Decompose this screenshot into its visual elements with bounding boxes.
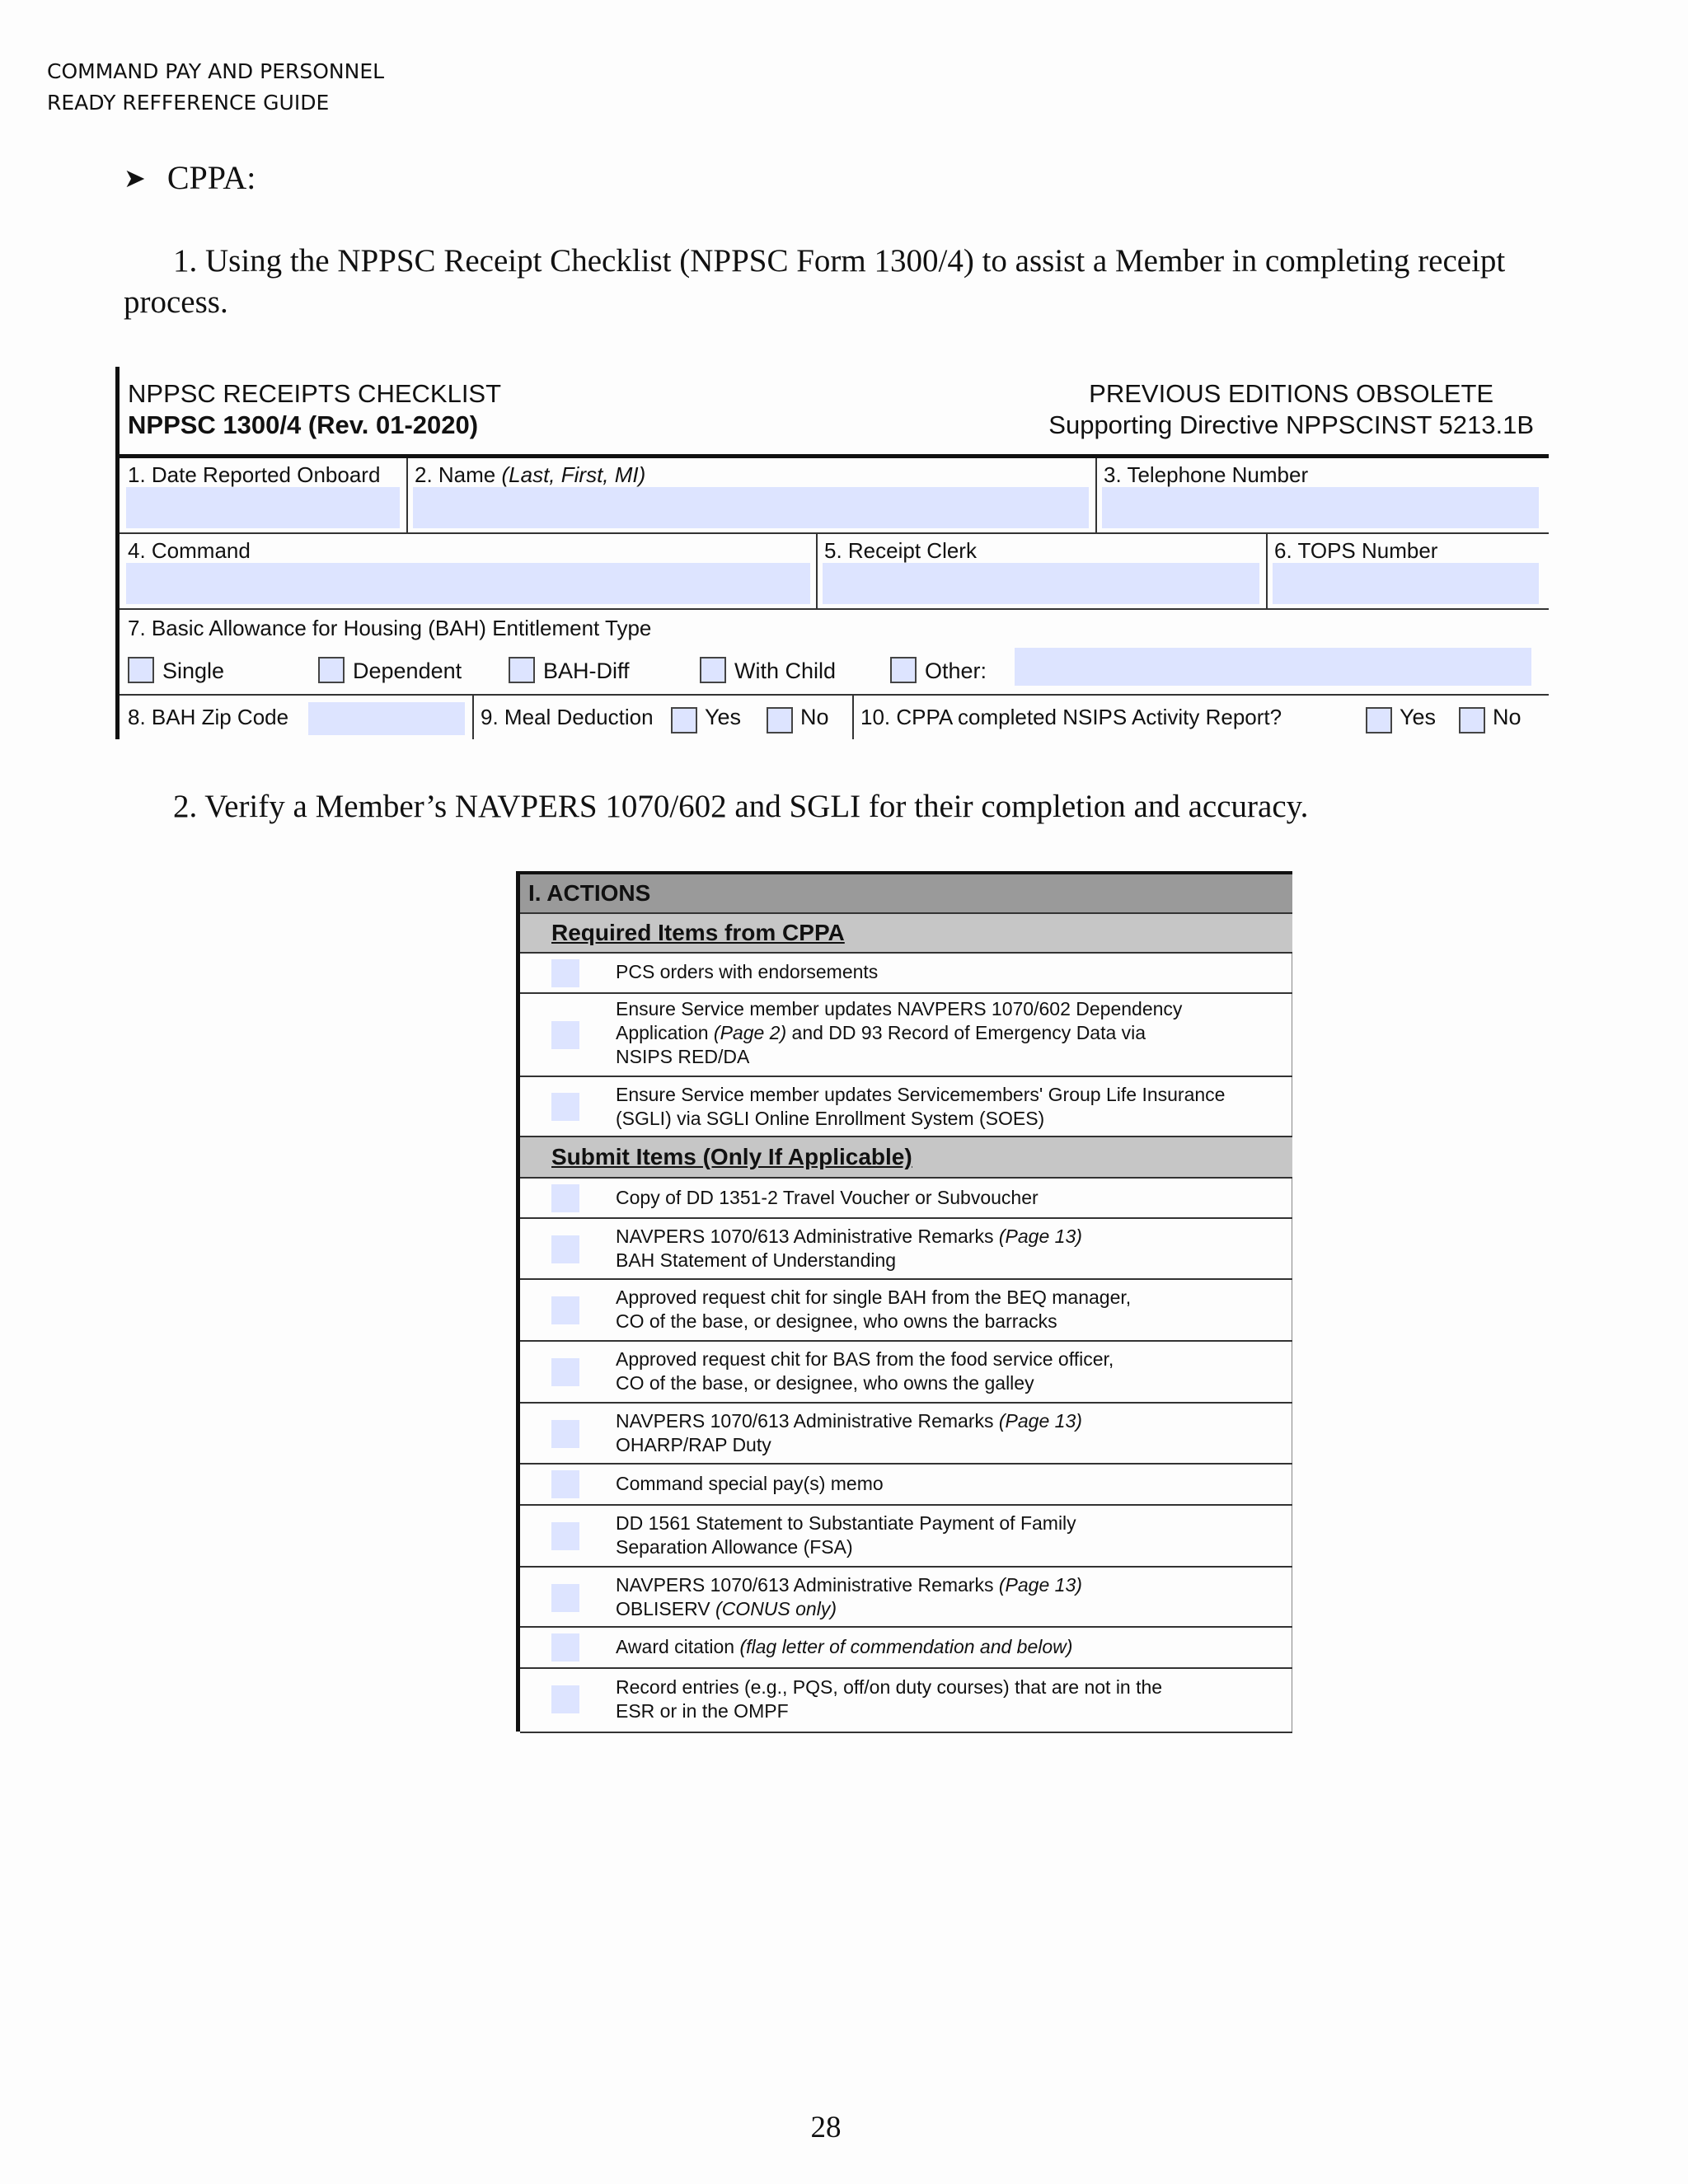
item-text: Ensure Service member updates NAVPERS 1070/602 Dependency Application (Page 2) and DD 93 Record of Emergency Data via NSIPS RED/DA [616, 998, 1183, 1067]
bah-diff-checkbox[interactable] [509, 657, 535, 683]
divider [852, 696, 854, 739]
with-child-checkbox[interactable] [700, 657, 726, 683]
meal-no-label: No [800, 705, 829, 729]
list-item [520, 1217, 1292, 1278]
page-number: 28 [810, 2111, 842, 2144]
step-1-line-1: 1. Using the NPPSC Receipt Checklist (NPPSC Form 1300/4) to assist a Member in completing receipt [173, 243, 1506, 279]
item-checkbox[interactable] [551, 1021, 579, 1049]
dependent-checkbox[interactable] [318, 657, 345, 683]
item-text: DD 1561 Statement to Substantiate Payment of Family Separation Allowance (FSA) [616, 1512, 1076, 1558]
item-checkbox[interactable] [551, 1584, 579, 1612]
directive-text: Supporting Directive NPPSCINST 5213.1B [1048, 410, 1534, 439]
item-text: PCS orders with endorsements [616, 961, 879, 982]
name-label: 2. Name (Last, First, MI) [415, 462, 646, 487]
date-reported-field[interactable] [126, 487, 400, 528]
item-text: Approved request chit for single BAH from the BEQ manager, CO of the base, or designee, who owns the barracks [616, 1286, 1132, 1332]
item-checkbox[interactable] [551, 1296, 579, 1324]
nsips-yes-label: Yes [1400, 705, 1437, 729]
receipt-clerk-label: 5. Receipt Clerk [824, 538, 977, 563]
item-checkbox[interactable] [551, 1235, 579, 1263]
item-checkbox[interactable] [551, 1358, 579, 1386]
divider [406, 458, 408, 532]
other-checkbox[interactable] [890, 657, 917, 683]
row-line [120, 694, 1549, 696]
bah-type-label: 7. Basic Allowance for Housing (BAH) Entitlement Type [128, 616, 652, 640]
section-heading [124, 158, 256, 197]
item-checkbox[interactable] [551, 1633, 579, 1661]
meal-deduction-label: 9. Meal Deduction [481, 705, 654, 729]
list-item [520, 1278, 1292, 1340]
item-checkbox[interactable] [551, 1685, 579, 1713]
list-item [520, 1504, 1292, 1566]
form-title: NPPSC RECEIPTS CHECKLIST [128, 379, 502, 408]
item-text: NAVPERS 1070/613 Administrative Remarks (Page 13) OBLISERV (CONUS only) [616, 1574, 1082, 1619]
step-2-text: 2. Verify a Member’s NAVPERS 1070/602 and SGLI for their completion and accuracy. [173, 789, 1309, 824]
tops-number-field[interactable] [1273, 563, 1539, 604]
item-text: NAVPERS 1070/613 Administrative Remarks (Page 13) OHARP/RAP Duty [616, 1410, 1082, 1455]
step-1-line-2: process. [124, 284, 228, 320]
bah-zip-label: 8. BAH Zip Code [128, 705, 289, 729]
receipts-checklist-form [115, 367, 1549, 739]
header-line-1: COMMAND PAY AND PERSONNEL [47, 59, 385, 83]
nsips-no-checkbox[interactable] [1459, 707, 1485, 733]
nsips-yes-checkbox[interactable] [1366, 707, 1392, 733]
other-field[interactable] [1015, 648, 1531, 686]
list-item [520, 1566, 1292, 1626]
submit-items-heading: Submit Items (Only If Applicable) [520, 1136, 1292, 1177]
list-item [520, 1626, 1292, 1667]
item-text: Record entries (e.g., PQS, off/on duty courses) that are not in the ESR or in the OMPF [616, 1676, 1163, 1722]
bah-zip-field[interactable] [308, 702, 465, 735]
command-label: 4. Command [128, 538, 251, 563]
actions-checklist [516, 871, 1292, 1732]
item-text: Approved request chit for BAS from the food service officer, CO of the base, or designee, who owns the galley [616, 1348, 1114, 1394]
name-field[interactable] [413, 487, 1089, 528]
item-text: Ensure Service member updates Servicemembers' Group Life Insurance (SGLI) via SGLI Online Enrollment System (SOES) [616, 1084, 1226, 1129]
obsolete-notice: PREVIOUS EDITIONS OBSOLETE [1089, 379, 1494, 408]
item-text: Copy of DD 1351-2 Travel Voucher or Subvoucher [616, 1187, 1039, 1208]
bah-diff-label: BAH-Diff [543, 658, 630, 683]
form-directive-block [1048, 378, 1534, 441]
receipt-clerk-field[interactable] [823, 563, 1259, 604]
divider [816, 534, 818, 608]
list-item [520, 1667, 1292, 1732]
step-1-text [124, 241, 1558, 323]
meal-yes-label: Yes [705, 705, 742, 729]
dependent-label: Dependent [353, 658, 462, 683]
section-title: CPPA: [166, 159, 256, 196]
telephone-label: 3. Telephone Number [1104, 462, 1309, 487]
date-reported-label: 1. Date Reported Onboard [128, 462, 381, 487]
item-checkbox[interactable] [551, 1522, 579, 1550]
meal-no-checkbox[interactable] [767, 707, 793, 733]
nsips-report-label: 10. CPPA completed NSIPS Activity Report? [860, 705, 1282, 729]
form-divider [120, 454, 1549, 458]
item-checkbox[interactable] [551, 1470, 579, 1498]
actions-heading: I. ACTIONS [520, 871, 1292, 912]
required-items-heading: Required Items from CPPA [520, 912, 1292, 952]
form-number: NPPSC 1300/4 (Rev. 01-2020) [128, 410, 479, 439]
nsips-no-label: No [1493, 705, 1522, 729]
item-checkbox[interactable] [551, 1093, 579, 1121]
row-line [120, 608, 1549, 610]
arrow-bullet-icon: ➤ [124, 162, 146, 193]
page-header [47, 56, 384, 119]
command-field[interactable] [126, 563, 810, 604]
item-checkbox[interactable] [551, 1420, 579, 1448]
divider [1266, 534, 1268, 608]
list-item [520, 1402, 1292, 1463]
bottom-border [520, 1732, 1292, 1733]
single-checkbox[interactable] [128, 657, 154, 683]
telephone-field[interactable] [1102, 487, 1539, 528]
list-item [520, 1340, 1292, 1402]
list-item [520, 1463, 1292, 1504]
tops-number-label: 6. TOPS Number [1274, 538, 1438, 563]
item-checkbox[interactable] [551, 1184, 579, 1212]
item-checkbox[interactable] [551, 959, 579, 987]
row-line [120, 532, 1549, 534]
item-text: Award citation (flag letter of commendation and below) [616, 1636, 1073, 1657]
divider [472, 696, 474, 739]
with-child-label: With Child [734, 658, 837, 683]
meal-yes-checkbox[interactable] [671, 707, 697, 733]
single-label: Single [162, 658, 225, 683]
item-text: NAVPERS 1070/613 Administrative Remarks (Page 13) BAH Statement of Understanding [616, 1226, 1082, 1271]
list-item [520, 1076, 1292, 1136]
divider [1095, 458, 1097, 532]
list-item [520, 952, 1292, 992]
item-text: Command special pay(s) memo [616, 1473, 884, 1494]
list-item [520, 992, 1292, 1076]
form-title-block [128, 378, 501, 441]
header-line-2: READY REFFERENCE GUIDE [47, 91, 330, 115]
list-item [520, 1177, 1292, 1217]
other-label: Other: [925, 658, 987, 683]
